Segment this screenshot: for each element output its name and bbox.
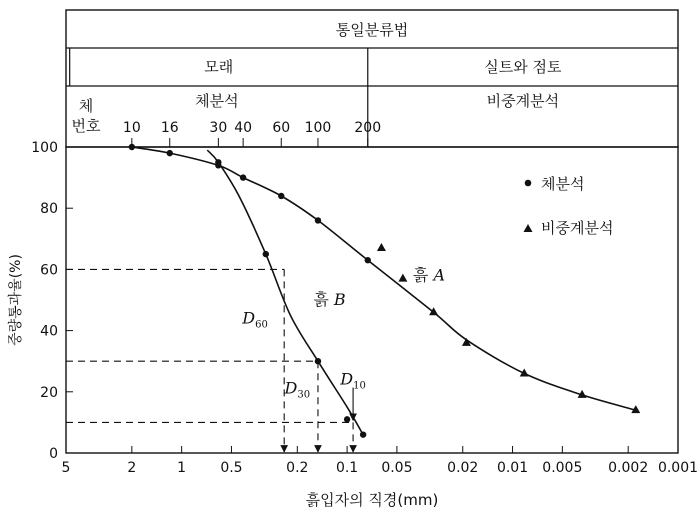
soil-label-letter: B [333, 290, 346, 309]
hydrometer-data-point [377, 243, 386, 251]
sieve-number-tick-label: 60 [272, 120, 291, 136]
legend-circle-marker [525, 180, 532, 187]
sieve-number-label-line: 체 [78, 97, 94, 115]
sieve-number-tick-label: 10 [122, 120, 141, 136]
legend-sieve-label: 체분석 [541, 175, 585, 193]
y-axis-tick-label: 100 [31, 140, 58, 156]
x-axis-tick-label: 0.005 [542, 460, 583, 476]
sieve-number-tick-label: 16 [160, 120, 179, 136]
sieve-data-point [240, 174, 246, 180]
classification-header [66, 10, 678, 147]
diameter-label-d60 [241, 308, 268, 330]
characteristic-diameter-lines [66, 269, 353, 452]
diameter-label-main: D [242, 308, 256, 328]
y-axis [31, 140, 73, 462]
y-axis-tick-label: 0 [49, 446, 58, 462]
annotation-labels [241, 266, 445, 401]
soil-label-letter: A [433, 265, 446, 285]
x-axis-tick-label: 0.002 [608, 460, 649, 476]
sieve-data-point [315, 358, 321, 364]
x-axis-tick-label: 0.05 [381, 460, 413, 476]
sieve-data-point [129, 144, 135, 150]
sieve-number-tick-label: 30 [209, 120, 228, 136]
diameter-label-main: D [340, 369, 354, 389]
x-axis-tick-label: 2 [127, 460, 137, 476]
sieve-data-point [360, 431, 366, 437]
sieve-data-point [167, 150, 173, 156]
legend [524, 175, 614, 237]
y-axis-tick-label: 20 [40, 384, 58, 401]
sieve-number-label [72, 97, 101, 135]
plot-frame [66, 147, 678, 453]
soil-label-prefix: 흙 [313, 290, 334, 309]
sieve-data-point [344, 416, 350, 422]
sand-label: 모래 [204, 58, 234, 76]
diameter-label-d30 [284, 379, 311, 401]
plot-area [7, 140, 698, 509]
x-axis-tick-label: 0.5 [220, 460, 243, 476]
sieve-number-tick-label: 100 [304, 120, 332, 136]
x-axis-label: 흙입자의 직경(mm) [305, 491, 439, 509]
diameter-label-main: D [284, 378, 298, 398]
soil-label-a [413, 266, 445, 285]
diameter-label-subscript: 60 [255, 319, 268, 331]
sieve-data-point [365, 257, 371, 263]
soil-label-prefix: 흙 [412, 265, 434, 285]
x-axis-tick-label: 0.2 [286, 460, 309, 476]
diameter-label-subscript: 30 [297, 389, 311, 401]
hydrometer-data-point [398, 274, 407, 282]
silt-clay-label: 실트와 점토 [484, 58, 562, 76]
x-axis-tick-label: 0.02 [447, 460, 479, 476]
sieve-number-tick-label: 40 [234, 120, 253, 136]
sieve-number-ticks [123, 120, 381, 147]
y-axis-tick-label: 40 [40, 323, 58, 340]
sieve-number-label-line: 번호 [71, 117, 101, 135]
y-axis-label: 중량통과율(%) [8, 254, 24, 346]
y-axis-tick-label: 80 [40, 201, 58, 218]
x-axis-tick-label: 0.1 [335, 460, 359, 476]
legend-triangle-marker [524, 224, 533, 232]
sieve-data-point [315, 217, 321, 223]
diameter-label-subscript: 10 [353, 380, 366, 392]
x-axis-tick-label: 0.001 [657, 460, 699, 476]
y-axis-tick-label: 60 [40, 262, 58, 279]
sieve-number-tick-label: 200 [354, 120, 382, 136]
sieve-data-point [263, 251, 269, 257]
sieve-data-point [278, 193, 284, 199]
x-axis [62, 446, 699, 476]
soil-label-b [313, 290, 346, 309]
x-axis-tick-label: 5 [61, 460, 71, 476]
hydrometer-analysis-label: 비중계분석 [486, 92, 560, 110]
uscs-title: 통일분류법 [335, 21, 409, 39]
hydrometer-data-point [429, 307, 438, 315]
sieve-data-point [215, 159, 221, 165]
x-axis-tick-label: 1 [177, 460, 187, 476]
sieve-analysis-label: 체분석 [195, 92, 239, 110]
legend-hydrometer-label: 비중계분석 [541, 219, 614, 237]
diameter-label-d10 [339, 370, 366, 392]
x-axis-tick-label: 0.01 [496, 460, 529, 476]
